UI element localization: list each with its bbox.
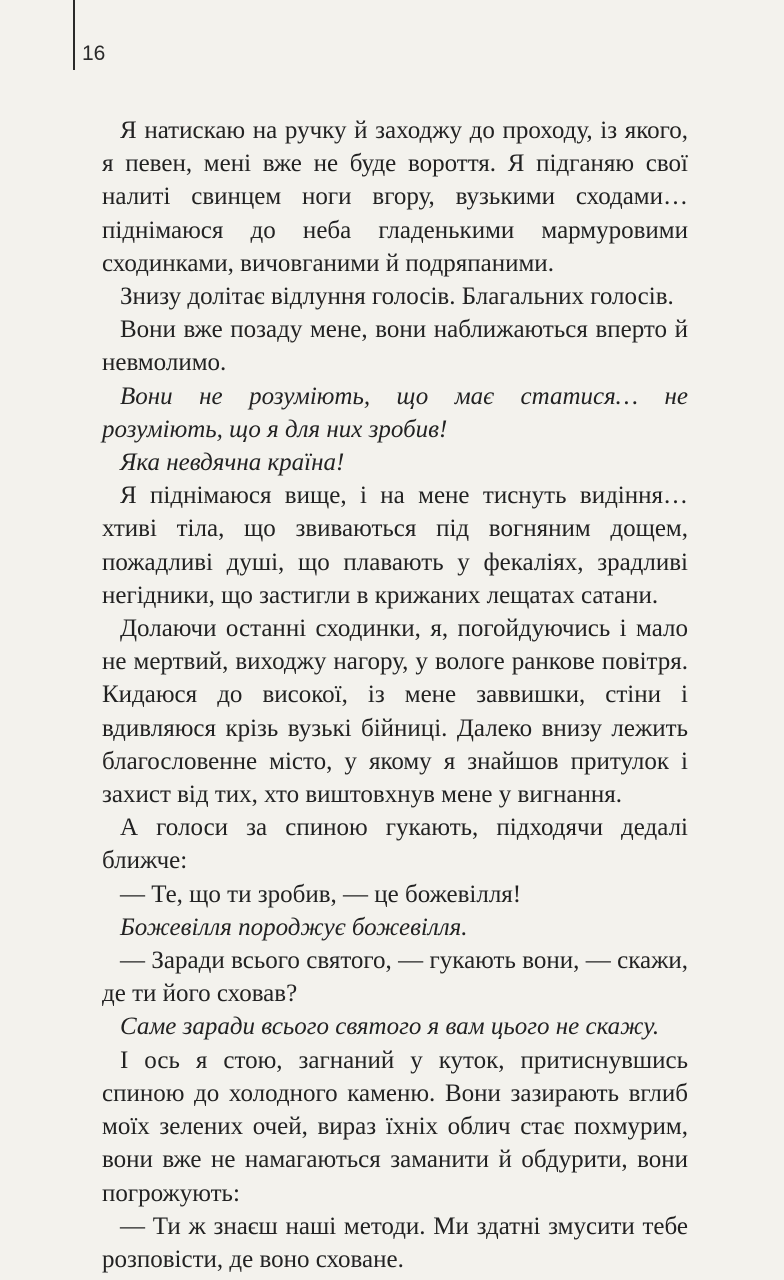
dialogue-line: — Заради всього святого, — гукають вони, — скажи, де ти його сховав?: [102, 947, 688, 1008]
paragraph: Долаючи останні сходинки, я, погойдуючись і мало не мертвий, виходжу нагору, у вологе ранкове повітря. Кидаюся до високої, із мене заввишки, стіни і вдивляюся крізь вузькі бійниці. Далеко внизу лежить благословенне місто, у якому я знайшов притулок і захист від тих, хто виштовхнув мене у вигнання.: [102, 615, 688, 809]
page-body: [102, 114, 688, 1276]
paragraph-italic: Яка невдячна країна!: [120, 449, 345, 477]
dialogue-line: — Ти ж знаєш наші методи. Ми здатні змусити тебе розповісти, де воно сховане.: [102, 1212, 688, 1273]
page-number: 16: [82, 42, 106, 65]
paragraph: Я натискаю на ручку й заходжу до проходу, із якого, я певен, мені вже не буде вороття. Я підганяю свої налиті свинцем ноги вгору, вузькими сходами… піднімаюся до неба гладенькими мармуровими сходинками, вичовганими й подряпаними.: [102, 117, 688, 277]
paragraph: Я піднімаюся вище, і на мене тиснуть видіння… хтиві тіла, що звиваються під вогняним дощем, пожадливі душі, що плавають у фекаліях, зрадливі негідники, що застигли в крижаних лещатах сатани.: [102, 482, 688, 609]
paragraph: Вони вже позаду мене, вони наближаються вперто й невмолимо.: [102, 316, 688, 377]
paragraph-italic: Божевілля породжує божевілля.: [120, 913, 468, 941]
paragraph: А голоси за спиною гукають, підходячи дедалі ближче:: [102, 814, 688, 875]
paragraph-italic: Вони не розуміють, що має статися… не розуміють, що я для них зробив!: [102, 382, 688, 443]
paragraph-italic: Саме заради всього святого я вам цього не скажу.: [120, 1013, 660, 1041]
paragraph: І ось я стою, загнаний у куток, притиснувшись спиною до холодного каменю. Вони зазирають вглиб моїх зелених очей, вираз їхніх облич стає похмурим, вони вже не намагаються заманити й обдурити, вони погрожують:: [102, 1046, 688, 1207]
paragraph: Знизу долітає відлуння голосів. Благальних голосів.: [120, 283, 674, 311]
dialogue-line: — Те, що ти зробив, — це божевілля!: [120, 880, 522, 908]
header-rule: [73, 0, 75, 70]
